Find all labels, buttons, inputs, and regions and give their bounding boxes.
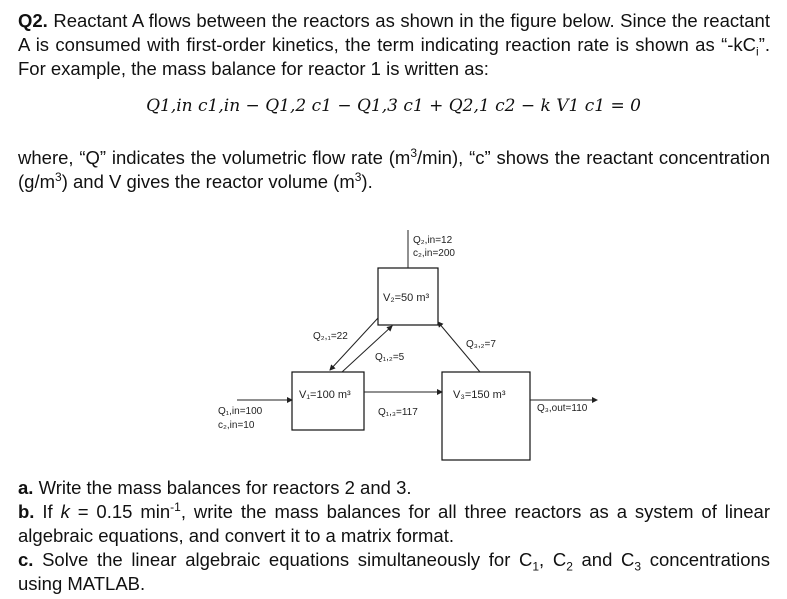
where-text-4: ). (361, 171, 373, 192)
part-c-sub-1: 1 (532, 559, 540, 574)
intro-text-end: ”. For example, the mass balance for reactor 1 is written as: (18, 34, 770, 79)
where-sup-1: 3 (410, 145, 418, 160)
q3out-label: Q₃,out=110 (537, 403, 588, 414)
part-b-label: b. (18, 501, 35, 522)
reactor-1-label: V₁=100 m³ (299, 389, 351, 401)
q21-arrow (330, 318, 378, 370)
part-c-text-1: Solve the linear algebraic equations simultaneously for C (33, 549, 533, 570)
c2in-label: c₂,in=200 (413, 248, 455, 259)
part-b-k: k (60, 501, 70, 522)
part-c-text-3: and C (572, 549, 635, 570)
part-a (18, 476, 770, 500)
where-text-2: /min), “c” shows the reactant concentration (g/m (18, 147, 770, 192)
reactor-1-box (292, 372, 364, 430)
part-c-label: c. (18, 549, 34, 570)
q13-label: Q₁,₃=117 (378, 407, 418, 418)
q21-label: Q₂,₁=22 (313, 331, 348, 342)
part-a-label: a. (18, 477, 34, 498)
intro-text: Reactant A flows between the reactors as shown in the figure below. Since the reactant A is consumed with first-order kinetics, the term indicating reaction rate is shown as “-kC (18, 10, 770, 55)
part-b-text-3: , write the mass balances for all three reactors as a system of linear algebraic equations, and convert it to a matrix format. (18, 501, 770, 546)
reactor-2-label: V₂=50 m³ (383, 292, 430, 304)
where-sup-3: 3 (354, 169, 362, 184)
c1in-label: c₂,in=10 (218, 420, 255, 431)
question-parts (18, 476, 770, 596)
part-c-text-2: , C (539, 549, 567, 570)
part-b-sup: -1 (170, 499, 181, 514)
part-b (18, 500, 770, 548)
where-text-3: ) and V gives the reactor volume (m (61, 171, 355, 192)
q1in-label: Q₁,in=100 (218, 406, 263, 417)
part-c-sub-3: 3 (634, 559, 642, 574)
where-sup-2: 3 (55, 169, 62, 184)
part-b-text-2: = 0.15 min (69, 501, 171, 522)
intro-subscript: i (756, 44, 759, 59)
reactor-3-label: V₃=150 m³ (453, 389, 506, 401)
part-a-text: Write the mass balances for reactors 2 and 3. (33, 477, 412, 498)
where-text-1: where, “Q” indicates the volumetric flow rate (m (18, 147, 411, 168)
q2in-label: Q₂,in=12 (413, 235, 453, 246)
reactor-3-box (442, 372, 530, 460)
mass-balance-equation: Q1,in c1,in − Q1,2 c1 − Q1,3 c1 + Q2,1 c2 − k V1 c1 = 0 (146, 96, 641, 116)
q32-label: Q₃,₂=7 (466, 339, 496, 350)
q12-label: Q₁,₂=5 (375, 352, 405, 363)
question-number: Q2. (18, 10, 48, 31)
part-c-text-4: concentrations using MATLAB. (18, 549, 771, 594)
part-b-text-1: If (34, 501, 61, 522)
part-c-sub-2: 2 (566, 559, 573, 574)
part-c (18, 548, 770, 596)
